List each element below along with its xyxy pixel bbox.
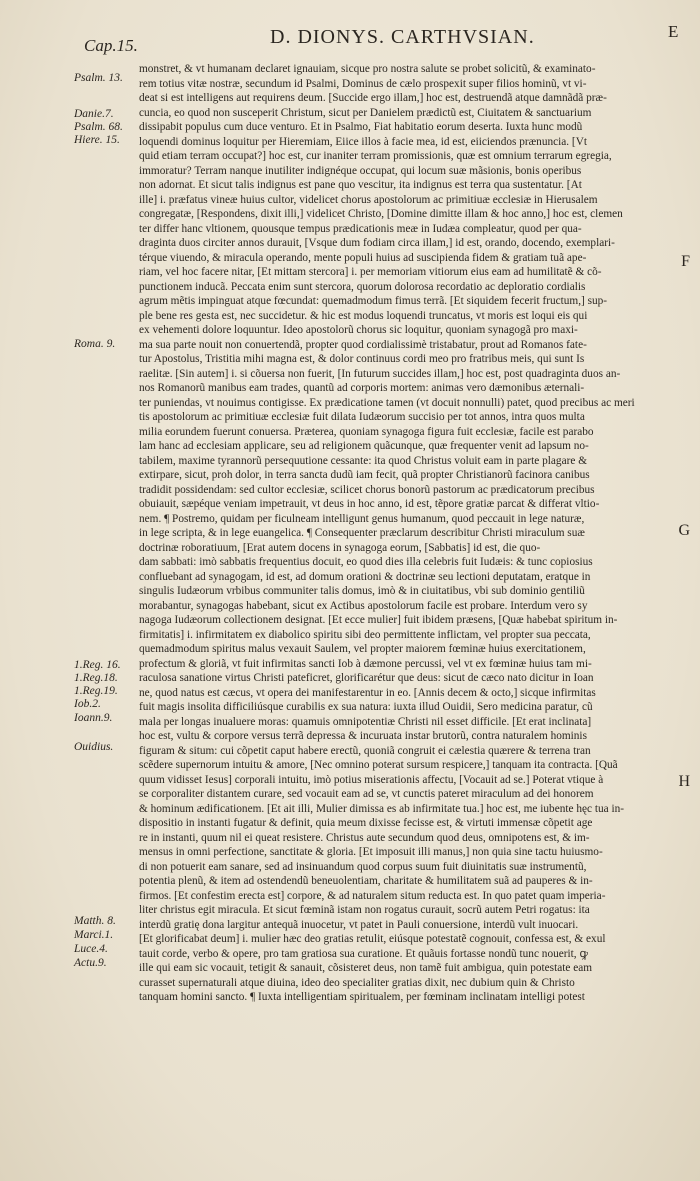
- text-line: mala per longas inualuere moras: quamuis omnipotentiæ Christi nil esset difficile. [Et erat inclinata]: [139, 715, 592, 728]
- margin-note: Ouidius.: [74, 741, 114, 753]
- text-line: immoratur? Terram nanque inutiliter indignéque occupat, qui locum suæ mãsionis, bonis operibus: [139, 164, 582, 177]
- text-line: curasset supernaturali atque diuina, ideo deo specialiter gratias dixit, nec dubium quin & Christo: [139, 976, 575, 989]
- text-line: ne, quod natus est cæcus, vt opera dei manifestarentur in eo. [Annis decem & octo,] sicque infirmitas: [139, 686, 596, 699]
- text-line: milia eorundem fuerunt conuersa. Præterea, quoniam synagoga figura fuit ecclesiæ, facile est parabo: [139, 425, 594, 438]
- text-line: ple bene res gesta est, nec succidetur. & hic est modus loquendi truncatus, vt moris est loqui eis qui: [139, 309, 588, 322]
- page-header: [0, 22, 700, 55]
- text-line: riam, vel hoc facere nitar, [Et mittam stercora] i. per memoriam vitiorum eius eam ad humilitatẽ & cõ-: [139, 266, 602, 278]
- margin-note: Psalm. 13.: [74, 72, 123, 84]
- text-line: lam hanc ad ecclesiam applicare, seu ad religionem quãcunque, quæ frequenter venit ad lapsum no-: [139, 440, 589, 452]
- text-line: re in instanti, quum nil ei queat resistere. Christus aute secundum quod deus, omnipotens est, & im-: [139, 831, 590, 844]
- text-line: potentia plenũ, & item ad ostendendũ beneuolentiam, charitate & humilitatem suã ad pauperes & in-: [139, 875, 593, 887]
- text-line: tanquam homini sancto. ¶ Iuxta intelligentiam spiritualem, per fœminam inclinatam intelligi potest: [139, 991, 585, 1003]
- text-line: nem. ¶ Postremo, quidam per ficulneam intelligunt genus humanum, quod peccauit in lege naturæ,: [139, 512, 585, 525]
- margin-note: Danie.7.: [74, 108, 114, 120]
- text-line: nos Romanorũ manibus eam trades, quantũ ad corporis mortem: animas vero dæmonibus æternali-: [139, 382, 585, 394]
- text-line: nagoga Iudæorum collectionem designat. [Et ecce mulier] fuit ibidem præsens, [Quæ habebat spiritum in-: [139, 614, 618, 626]
- text-line: profectum & gloriã, vt fuit infirmitas sancti Iob à dæmone percussi, vel vt ex fœminæ huius tam mi-: [139, 657, 592, 670]
- text-line: non adornat. Et sicut talis indignus est pane quo vescitur, ita indignus est terra qua sustentatur. [At: [139, 179, 582, 191]
- text-line: [Et glorificabat deum] i. mulier hæc deo gratias retulit, eiúsque potestatẽ cognouit, confessa est, & exul: [139, 933, 606, 945]
- text-line: agrum mẽtis impinguat atque fœcundat: quemadmodum fimus terrã. [Et siquidem fecerit fructum,] sup-: [139, 295, 608, 307]
- text-line: dispositio in instanti fugatur & definit, quia meum dixisse fecisse est, & virtuti immensæ cõpetit age: [139, 817, 593, 829]
- text-line: quemadmodum spiritus malus vexauit Saulem, vel propter maiorem fœminæ huius exercitationem,: [139, 643, 586, 655]
- section-letter-h: H: [678, 773, 690, 790]
- text-line: monstret, & vt humanam declaret ignauiam, sicque pro nostra salute se probet solicitũ, & examinato-: [139, 63, 596, 75]
- text-line: interdũ gratię dona largitur antequã inuocetur, vt patet in Pauli conuersione, interdũ vult inuocari.: [139, 918, 579, 931]
- text-line: punctionem inducã. Peccata enim sunt stercora, quorum dolorosa recordatio ac deploratio cordialis: [139, 280, 586, 293]
- margin-note: 1.Reg. 16.: [74, 659, 121, 671]
- margin-note: 1.Reg.18.: [74, 672, 118, 684]
- text-line: quum vidisset Iesus] corporali intuitu, imò potius miserationis affectu, [Vocauit ad se.] Poterat vtique à: [139, 773, 604, 786]
- text-line: firmitatis] i. infirmitatem ex diabolico spiritu sibi deo permittente inflictam, vel propter sua peccata,: [139, 628, 591, 641]
- margin-note: 1.Reg.19.: [74, 685, 118, 697]
- text-line: & hominum ædificationem. [Et ait illi, Mulier dimissa es ab infirmitate tua.] hoc est, me iubente hęc tua in-: [139, 802, 625, 815]
- text-line: raculosa sanatione virtus Christi pateficret, glorificarétur que deus: sicut de cæco nato dicitur in Ioan: [139, 672, 594, 684]
- margin-note: Ioann.9.: [74, 712, 113, 724]
- section-letter: E: [668, 22, 679, 41]
- text-line: tis apostolorum ac primitiuæ ecclesiæ fuit dilata Iudæorum succisio per tot annos, intra quos multa: [139, 411, 585, 423]
- text-line: obuiauit, sæpéque veniam impetrauit, vt deus in hoc anno, id est, tẽpore gratiæ parcat & differat vltio-: [139, 498, 600, 510]
- section-letter-g: G: [678, 522, 690, 539]
- text-line: scẽdere supernorum intuitu & amore, [Nec omnino poterat sursum respicere,] tanquam ita contracta. [Quã: [139, 759, 618, 771]
- margin-note: Iob.2.: [74, 698, 101, 710]
- text-line: in lege scripta, & in lege euangelica. ¶ Consequenter præclarum describitur Christi miraculum suæ: [139, 527, 585, 539]
- text-line: tur Apostolus, Tristitia mihi magna est, & dolor continuus cordi meo pro fratribus meis, qui sunt Is: [139, 353, 585, 365]
- text-line: doctrinæ roboratiuum, [Erat autem docens in synagoga eorum, [Sabbatis] id est, die quo-: [139, 541, 541, 554]
- text-line: ex vehementi dolore loquuntur. Ideo apostolorũ chorus sic loquitur, quoniam synagogã pro maxi-: [139, 324, 578, 336]
- text-line: tauit corde, verbo & opere, pro tam gratiosa sua curatione. Et quãuis fortasse nondũ tunc nouerit, ꝙ: [139, 947, 588, 960]
- text-line: congregatæ, [Respondens, dixit illi,] videlicet Christo, [Domine dimitte illam & hoc anno,] hoc est, clemen: [139, 208, 623, 220]
- body-text: [139, 62, 661, 1005]
- margin-note: Hiere. 15.: [74, 134, 120, 146]
- text-line: térque viuendo, & miracula operando, mente populi huius ad suscipienda fidem & gratiam tuã ape-: [139, 251, 587, 264]
- text-line: figuram & situm: cui cõpetit caput habere erectũ, quoniã congruit ei cælestia quærere & terrena tran: [139, 744, 591, 757]
- margin-note: Actu.9.: [74, 957, 107, 969]
- chapter-number: Cap.15.: [84, 36, 138, 55]
- margin-note: Matth. 8.: [74, 915, 116, 927]
- text-line: dissipabit populus cum duce venturo. Et in Psalmo, Fiat habitatio eorum deserta. Iuxta hunc modũ: [139, 121, 583, 133]
- text-line: di non potuerit eam sanare, sed ad insinuandum quod corpus suum fuit diuinitatis suæ instrumentũ,: [139, 860, 587, 873]
- margin-note: Marci.1.: [74, 929, 114, 941]
- text-line: loquendi dominus loquitur per Hieremiam, Eiice illos à facie mea, id est, eiiciendos prænuncia. [Vt: [139, 135, 587, 148]
- text-line: fuit magis insolita difficiliúsque curabilis ex sua natura: iuxta illud Ouidii, Sero medicina paratur, cũ: [139, 701, 593, 713]
- text-line: singulis Iudæorum vrbibus communiter talis domus, imò & in ciuitatibus, vbi sub dominio gentiliũ: [139, 585, 585, 597]
- text-line: cuncia, eo quod non susceperit Christum, sicut per Danielem prædictũ est, Ciuitatem & sanctuarium: [139, 106, 592, 119]
- text-line: ille qui eam sic vocauit, tetigit & sanauit, cõsisteret deus, non tamẽ fuit ambigua, quin potestate eam: [139, 962, 593, 974]
- text-line: draginta duos circiter annos durauit, [Vsque dum fodiam circa illam,] id est, orando, docendo, exemplari-: [139, 237, 615, 249]
- text-line: tabilem, maxime tyrannorũ persequutione cessante: ita quod Christus voluit eam in parte plagare &: [139, 454, 587, 467]
- text-line: firmos. [Et confestim erecta est] corpore, & ad naturalem situm reducta est. In quo patet quam imperia-: [139, 889, 606, 902]
- text-line: ter differ hanc vltionem, quousque tempus prædicationis meæ in Iudæa compleatur, quod per qua-: [139, 222, 582, 235]
- margin-note: Luce.4.: [74, 943, 108, 955]
- text-line: liter christus egit miracula. Et sicut fœminã istam non rogatus curauit, socrũ autem Petri rogatus: ita: [139, 904, 590, 916]
- margin-note: Psalm. 68.: [74, 121, 123, 133]
- text-line: mensus in omni perfectione, sanctitate & gloria. [Et imposuit illi manus,] non quia sine tactu huiusmo-: [139, 846, 603, 858]
- margin-note: Roma. 9.: [74, 338, 116, 350]
- text-line: quid etiam terram occupat?] hoc est, cur inaniter terram promissionis, quæ est omnium terrarum egregia,: [139, 150, 612, 162]
- text-line: confluebant ad synagogam, id est, ad domum orationi & doctrinæ seu lectioni deputatam, eratque in: [139, 570, 591, 583]
- running-title: D. DIONYS. CARTHVSIAN.: [270, 26, 535, 48]
- text-line: ter puniendas, vt nouimus contigisse. Ex prædicatione tamen (vt docuit nonnulli) patet, quod precibus ac meri: [139, 396, 635, 409]
- text-line: hoc est, vultu & corpore versus terrã depressa & incuruata instar brutorũ, contra naturalem hominis: [139, 730, 587, 742]
- text-line: deat si est intelligens aut requirens deum. [Succide ergo illam,] hoc est, destruendã atque damnãdã præ-: [139, 92, 607, 104]
- text-line: rem totius vitæ nostræ, secundum id Psalmi, Dominus de cælo prospexit super filios hominũ, vt vi-: [139, 77, 587, 90]
- text-line: tradidit possidendam: sed cultor ecclesiæ, scilicet chorus bonorũ pastorum ac prædicatorum precibus: [139, 483, 595, 496]
- text-line: extirpare, sicut, proh dolor, in terra sancta dudũ iam fecit, quã propter Christianorũ facinora canibus: [139, 469, 590, 481]
- text-line: se corporaliter distantem curare, sed vocauit eam ad se, vt cunctis pateret miraculum ad dei honorem: [139, 788, 594, 800]
- section-letter-f: F: [681, 253, 690, 270]
- text-line: ille] i. præfatus vineæ huius cultor, videlicet chorus apostolorum ac primitiuæ ecclesiæ in Hierusalem: [139, 193, 598, 206]
- text-line: ma sua parte nouit non conuertendã, propter quod cordialissimè tristabatur, prout ad Romanos fate-: [139, 338, 587, 351]
- text-line: dam sabbati: imò sabbatis frequentius docuit, eo quod dies illa celebris fuit Iudæis: & tunc copiosius: [139, 556, 593, 568]
- text-line: raelitæ. [Sin autem] i. si cõuersa non fuerit, [In futurum succides illam,] hoc est, post quadraginta duos an-: [139, 367, 621, 380]
- text-line: morabantur, synagogas habebant, sicut ex Actibus apostolorum facile est probare. Interdum vero sy: [139, 599, 588, 612]
